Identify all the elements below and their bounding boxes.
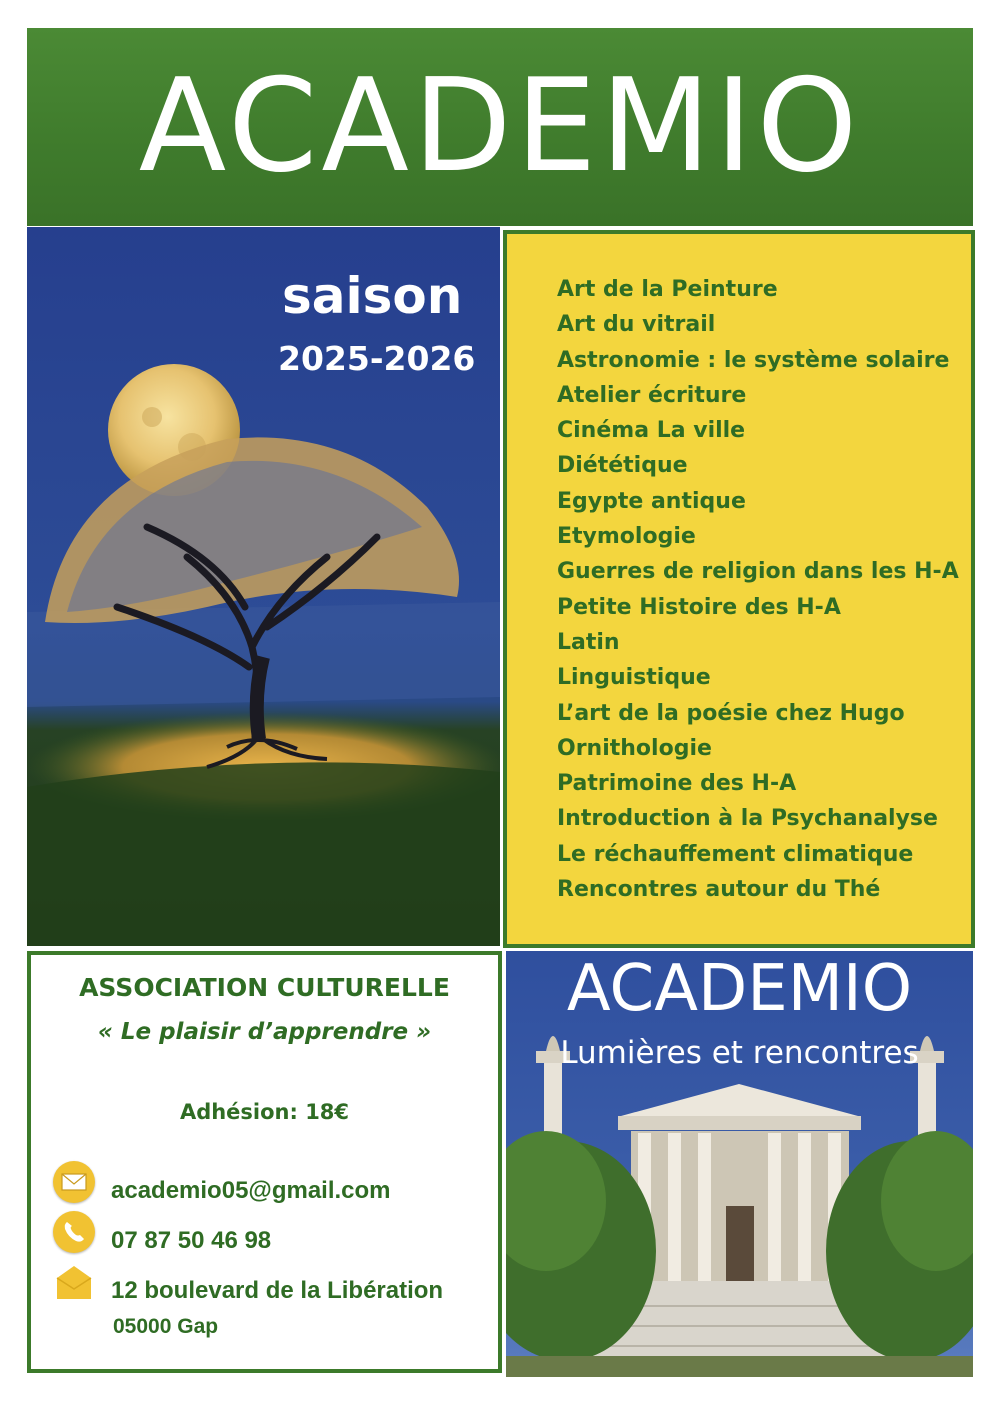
course-item: Linguistique <box>557 665 711 691</box>
season-word: saison <box>282 267 463 325</box>
course-item: Latin <box>557 629 620 655</box>
course-item: L’art de la poésie chez Hugo <box>557 700 905 726</box>
course-item: Petite Histoire des H-A <box>557 594 841 620</box>
course-item: Astronomie : le système solaire <box>557 347 950 373</box>
course-item: Etymologie <box>557 524 696 550</box>
membership-fee: Adhésion: 18€ <box>179 1100 350 1124</box>
contact-phone[interactable]: 07 87 50 46 98 <box>111 1227 272 1254</box>
course-list <box>557 272 959 907</box>
header-banner <box>27 28 973 226</box>
course-item: Art de la Peinture <box>557 277 778 302</box>
course-item: Rencontres autour du Thé <box>557 877 881 903</box>
season-years: 2025-2026 <box>278 339 476 378</box>
header-title: ACADEMIO <box>138 52 862 201</box>
course-item: Egypte antique <box>557 488 746 514</box>
phone-icon <box>53 1211 95 1253</box>
course-item: Ornithologie <box>557 735 712 761</box>
association-name: ASSOCIATION CULTURELLE <box>79 973 450 1002</box>
temple-illustration <box>506 951 973 1377</box>
course-item: Guerres de religion dans les H-A <box>557 559 959 585</box>
promo-title: ACADEMIO <box>566 952 913 1026</box>
course-item: Introduction à la Psychanalyse <box>557 806 938 832</box>
course-item: Le réchauffement climatique <box>557 841 914 867</box>
moon-tree-illustration <box>27 227 500 946</box>
association-motto: « Le plaisir d’apprendre » <box>97 1019 432 1045</box>
course-item: Diététique <box>557 453 688 479</box>
contact-address: 12 boulevard de la Libération <box>111 1277 444 1304</box>
association-panel <box>27 951 502 1373</box>
course-item: Atelier écriture <box>557 382 747 408</box>
letter-icon <box>53 1261 95 1303</box>
contact-email[interactable]: academio05@gmail.com <box>111 1177 391 1204</box>
course-item: Art du vitrail <box>557 312 716 338</box>
course-list-panel <box>503 230 975 948</box>
course-item: Cinéma La ville <box>557 418 746 444</box>
promo-subtitle: Lumières et rencontres <box>560 1035 919 1071</box>
course-item: Patrimoine des H-A <box>557 771 797 797</box>
contact-city: 05000 Gap <box>113 1315 219 1338</box>
envelope-icon <box>53 1161 95 1203</box>
